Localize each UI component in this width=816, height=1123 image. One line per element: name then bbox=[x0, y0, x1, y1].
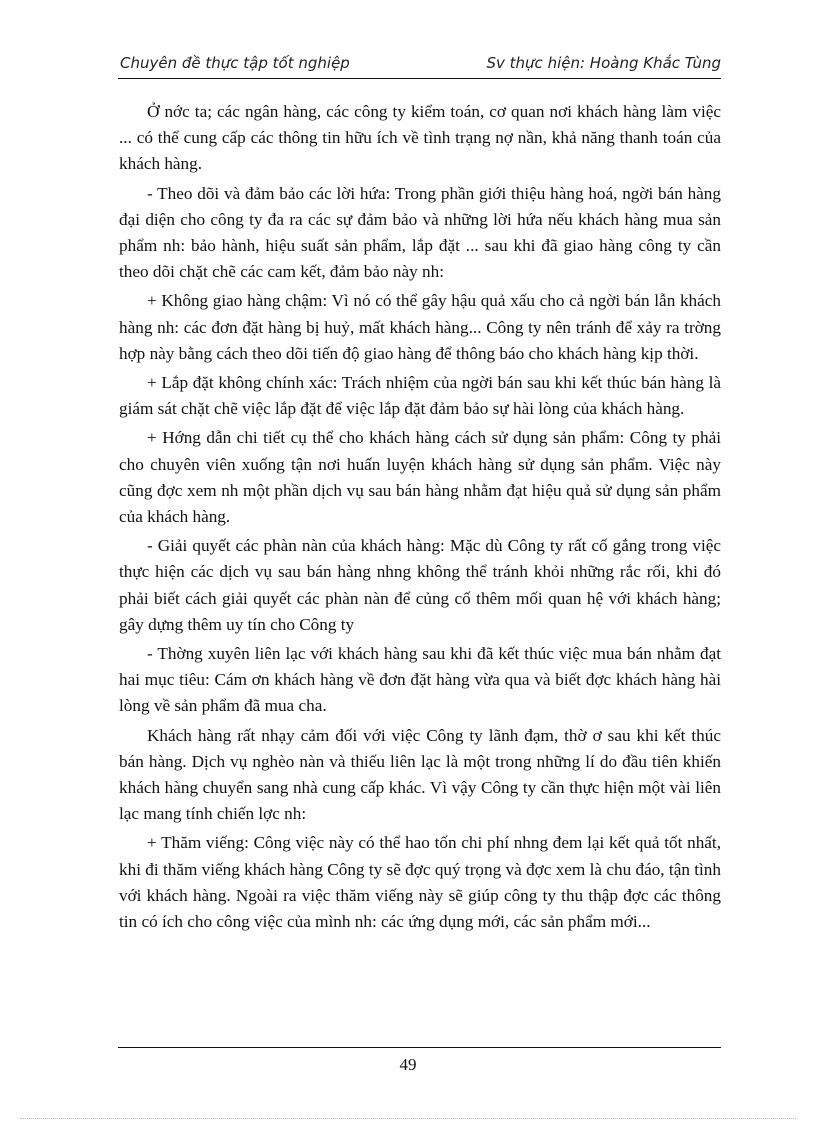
header-title: Chuyên đề thực tập tốt nghiệp bbox=[120, 54, 350, 72]
paragraph: + Không giao hàng chậm: Vì nó có thể gây hậu quả xấu cho cả ngời bán lẫn khách hàng nh: các đơn đặt hàng bị huỷ, mất khách hàng... Công ty nên tránh để xảy ra trờng hợp này bằng cách theo dõi tiến độ giao hàng để thông báo cho khách hàng kịp thời. bbox=[119, 291, 721, 363]
paragraph: + Thăm viếng: Công việc này có thể hao tốn chi phí nhng đem lại kết quả tốt nhất, khi đi thăm viếng khách hàng Công ty sẽ đợc quý trọng và đợc xem là chu đáo, tận tình với khách hàng. Ngoài ra việc thăm viếng này sẽ giúp công ty thu thập đợc các thông tin có ích cho công việc của mình nh: các ứng dụng mới, các sản phẩm mới... bbox=[119, 833, 721, 932]
document-body bbox=[119, 99, 721, 938]
paragraph: + Hớng dẫn chi tiết cụ thể cho khách hàng cách sử dụng sản phẩm: Công ty phải cho chuyên viên xuống tận nơi huấn luyện khách hàng sử dụng sản phẩm. Việc này cũng đợc xem nh một phần dịch vụ sau bán hàng nhằm đạt hiệu quả sử dụng sản phẩm của khách hàng. bbox=[119, 428, 721, 527]
footer-divider bbox=[118, 1047, 721, 1048]
header-divider bbox=[118, 78, 721, 79]
paragraph: Khách hàng rất nhạy cảm đối với việc Công ty lãnh đạm, thờ ơ sau khi kết thúc bán hàng. Dịch vụ nghèo nàn và thiếu liên lạc là một trong những lí do đầu tiên khiến khách hàng chuyển sang nhà cung cấp khác. Vì vậy Công ty cần thực hiện một vài liên lạc mang tính chiến lợc nh: bbox=[119, 725, 721, 824]
paragraph: + Lắp đặt không chính xác: Trách nhiệm của ngời bán sau khi kết thúc bán hàng là giám sát chặt chẽ việc lắp đặt để việc lắp đặt đảm bảo sự hài lòng của khách hàng. bbox=[119, 373, 721, 419]
paragraph: - Theo dõi và đảm bảo các lời hứa: Trong phần giới thiệu hàng hoá, ngời bán hàng đại diện cho công ty đa ra các sự đảm bảo và những lời hứa nếu khách hàng mua sản phẩm nh: bảo hành, hiệu suất sản phẩm, lắp đặt ... sau khi đã giao hàng công ty cần theo dõi chặt chẽ các cam kết, đảm bảo này nh: bbox=[119, 183, 721, 282]
page-edge-dots bbox=[20, 1118, 796, 1119]
page-header bbox=[118, 52, 721, 76]
paragraph: - Giải quyết các phàn nàn của khách hàng: Mặc dù Công ty rất cố gắng trong việc thực hiện các dịch vụ sau bán hàng nhng không thể tránh khỏi những rắc rối, khi đó phải biết cách giải quyết các phàn nàn để củng cố thêm mối quan hệ với khách hàng; gây dựng thêm uy tín cho Công ty bbox=[119, 536, 721, 634]
paragraph: Ở nớc ta; các ngân hàng, các công ty kiểm toán, cơ quan nơi khách hàng làm việc ... có thể cung cấp các thông tin hữu ích về tình trạng nợ nần, khả năng thanh toán của khách hàng. bbox=[119, 102, 721, 174]
header-author: Sv thực hiện: Hoàng Khắc Tùng bbox=[486, 54, 721, 72]
paragraph: - Thờng xuyên liên lạc với khách hàng sau khi đã kết thúc việc mua bán nhằm đạt hai mục tiêu: Cám ơn khách hàng về đơn đặt hàng vừa qua và biết đợc khách hàng hài lòng về sản phẩm đã mua cha. bbox=[119, 644, 721, 716]
page-number: 49 bbox=[399, 1055, 417, 1074]
